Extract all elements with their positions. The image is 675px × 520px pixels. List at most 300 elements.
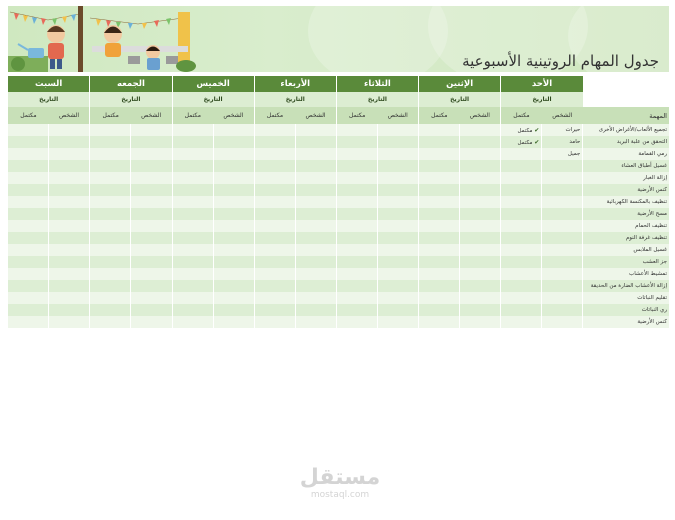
person-cell[interactable] xyxy=(295,172,336,184)
table-row xyxy=(8,184,670,196)
person-cell[interactable] xyxy=(131,136,172,148)
day-header: الأحد xyxy=(501,76,583,92)
date-cell[interactable]: التاريخ xyxy=(8,92,90,107)
table-row xyxy=(8,304,670,316)
person-column-header: الشخص xyxy=(460,107,501,124)
person-cell[interactable] xyxy=(295,160,336,172)
person-cell[interactable] xyxy=(542,232,583,244)
person-cell[interactable] xyxy=(377,148,418,160)
table-row xyxy=(8,244,670,256)
person-cell[interactable] xyxy=(377,292,418,304)
person-cell[interactable] xyxy=(131,316,172,328)
table-row xyxy=(8,136,670,148)
done-cell[interactable] xyxy=(336,160,377,172)
done-cell[interactable] xyxy=(172,316,213,328)
done-cell[interactable] xyxy=(419,292,460,304)
done-cell[interactable] xyxy=(419,172,460,184)
done-cell[interactable] xyxy=(501,196,542,208)
done-cell[interactable] xyxy=(8,220,49,232)
done-cell[interactable] xyxy=(90,160,131,172)
person-cell[interactable] xyxy=(49,184,90,196)
person-cell[interactable] xyxy=(460,292,501,304)
person-cell[interactable] xyxy=(295,208,336,220)
done-cell[interactable] xyxy=(8,232,49,244)
person-cell[interactable] xyxy=(49,256,90,268)
done-cell[interactable] xyxy=(8,292,49,304)
done-cell[interactable] xyxy=(90,172,131,184)
task-name: تنظيف بالمكنسة الكهربائية xyxy=(583,196,669,208)
person-cell[interactable] xyxy=(131,280,172,292)
table-row xyxy=(8,280,670,292)
done-cell[interactable] xyxy=(254,136,295,148)
done-cell[interactable] xyxy=(90,124,131,136)
person-cell[interactable] xyxy=(460,160,501,172)
done-cell[interactable] xyxy=(254,268,295,280)
person-cell[interactable] xyxy=(131,184,172,196)
done-cell[interactable] xyxy=(8,316,49,328)
person-cell[interactable] xyxy=(377,136,418,148)
person-cell[interactable] xyxy=(460,220,501,232)
person-cell[interactable] xyxy=(542,304,583,316)
done-cell[interactable] xyxy=(419,136,460,148)
person-cell[interactable] xyxy=(131,268,172,280)
done-cell[interactable] xyxy=(501,208,542,220)
done-cell[interactable] xyxy=(501,136,542,148)
done-cell[interactable] xyxy=(419,316,460,328)
person-cell[interactable] xyxy=(213,292,254,304)
done-cell[interactable] xyxy=(254,244,295,256)
person-cell[interactable] xyxy=(542,268,583,280)
person-cell[interactable] xyxy=(460,208,501,220)
person-cell[interactable] xyxy=(460,148,501,160)
person-cell[interactable] xyxy=(49,268,90,280)
done-cell[interactable] xyxy=(8,256,49,268)
task-name: إزالة الأعشاب الضارة من الحديقة xyxy=(583,280,669,292)
done-cell[interactable] xyxy=(501,304,542,316)
table-row xyxy=(8,160,670,172)
person-cell[interactable] xyxy=(49,220,90,232)
done-cell[interactable] xyxy=(8,280,49,292)
person-cell[interactable] xyxy=(542,172,583,184)
done-cell[interactable] xyxy=(254,124,295,136)
checkmark-icon: ✔ xyxy=(534,138,540,146)
person-cell[interactable] xyxy=(49,232,90,244)
person-cell[interactable] xyxy=(377,184,418,196)
person-cell[interactable] xyxy=(460,268,501,280)
done-cell[interactable] xyxy=(336,232,377,244)
watermark-url: mostaql.com xyxy=(310,490,370,500)
done-cell[interactable] xyxy=(172,292,213,304)
done-cell[interactable] xyxy=(419,268,460,280)
person-cell[interactable] xyxy=(49,196,90,208)
done-cell[interactable] xyxy=(336,184,377,196)
person-cell[interactable] xyxy=(131,292,172,304)
date-cell[interactable]: التاريخ xyxy=(336,92,418,107)
done-cell[interactable] xyxy=(254,304,295,316)
person-cell[interactable] xyxy=(377,316,418,328)
person-cell[interactable]: حامد xyxy=(542,136,583,148)
task-name: جز العشب xyxy=(583,256,669,268)
done-cell[interactable] xyxy=(254,232,295,244)
person-cell[interactable] xyxy=(295,280,336,292)
done-cell[interactable] xyxy=(172,124,213,136)
person-cell[interactable] xyxy=(295,136,336,148)
done-cell[interactable] xyxy=(336,268,377,280)
day-header: الخميس xyxy=(172,76,254,92)
done-cell[interactable] xyxy=(336,280,377,292)
person-cell[interactable] xyxy=(295,244,336,256)
done-cell[interactable] xyxy=(8,136,49,148)
person-cell[interactable] xyxy=(542,184,583,196)
person-cell[interactable] xyxy=(49,244,90,256)
person-cell[interactable] xyxy=(542,316,583,328)
watermark xyxy=(285,466,395,500)
person-cell[interactable] xyxy=(131,220,172,232)
done-cell[interactable] xyxy=(90,244,131,256)
person-column-header: الشخص xyxy=(295,107,336,124)
done-cell[interactable] xyxy=(8,148,49,160)
table-row xyxy=(8,196,670,208)
done-cell[interactable] xyxy=(501,160,542,172)
page-title: جدول المهام الروتينية الأسبوعية xyxy=(462,52,659,70)
done-cell[interactable] xyxy=(8,244,49,256)
person-cell[interactable] xyxy=(295,292,336,304)
date-cell[interactable]: التاريخ xyxy=(419,92,501,107)
done-label: مكتمل xyxy=(517,139,533,146)
task-name: تجميع الألعاب/الأغراض الأخرى xyxy=(583,124,669,136)
person-cell[interactable] xyxy=(131,244,172,256)
done-cell[interactable] xyxy=(8,208,49,220)
done-cell[interactable] xyxy=(90,184,131,196)
done-cell[interactable] xyxy=(172,268,213,280)
table-row xyxy=(8,208,670,220)
watermark-logo: مستقل xyxy=(299,465,381,490)
person-cell[interactable] xyxy=(295,184,336,196)
person-cell[interactable] xyxy=(213,208,254,220)
done-cell[interactable] xyxy=(254,256,295,268)
person-cell[interactable] xyxy=(295,304,336,316)
done-cell[interactable] xyxy=(172,256,213,268)
done-cell[interactable] xyxy=(172,172,213,184)
done-cell[interactable] xyxy=(501,280,542,292)
date-cell[interactable]: التاريخ xyxy=(90,92,172,107)
date-cell[interactable]: التاريخ xyxy=(254,92,336,107)
done-cell[interactable] xyxy=(336,292,377,304)
person-cell[interactable] xyxy=(131,124,172,136)
done-cell[interactable] xyxy=(501,316,542,328)
done-cell[interactable] xyxy=(8,124,49,136)
person-cell[interactable] xyxy=(49,124,90,136)
person-cell[interactable] xyxy=(49,136,90,148)
person-cell[interactable] xyxy=(49,208,90,220)
table-row xyxy=(8,148,670,160)
done-cell[interactable] xyxy=(336,124,377,136)
task-name: كنس الأرضية xyxy=(583,316,669,328)
person-cell[interactable] xyxy=(377,232,418,244)
person-cell[interactable] xyxy=(213,304,254,316)
person-cell[interactable] xyxy=(460,184,501,196)
person-column-header: الشخص xyxy=(213,107,254,124)
done-cell[interactable] xyxy=(254,160,295,172)
person-cell[interactable] xyxy=(377,244,418,256)
person-cell[interactable] xyxy=(460,196,501,208)
done-cell[interactable] xyxy=(419,232,460,244)
done-cell[interactable] xyxy=(336,172,377,184)
done-cell[interactable] xyxy=(419,124,460,136)
person-cell[interactable] xyxy=(131,160,172,172)
person-cell[interactable] xyxy=(213,172,254,184)
done-cell[interactable] xyxy=(172,220,213,232)
done-cell[interactable] xyxy=(90,292,131,304)
done-cell[interactable] xyxy=(8,268,49,280)
person-cell[interactable] xyxy=(213,184,254,196)
task-name: كنس الأرضية xyxy=(583,184,669,196)
person-cell[interactable] xyxy=(49,280,90,292)
done-cell[interactable] xyxy=(254,316,295,328)
task-column-header: المهمة xyxy=(583,107,669,124)
person-cell[interactable] xyxy=(377,124,418,136)
done-cell[interactable] xyxy=(254,172,295,184)
person-cell[interactable] xyxy=(213,124,254,136)
done-cell[interactable] xyxy=(172,148,213,160)
task-name: رمي القمامة xyxy=(583,148,669,160)
person-cell[interactable] xyxy=(377,172,418,184)
done-column-header: مكتمل xyxy=(172,107,213,124)
person-cell[interactable] xyxy=(460,304,501,316)
done-cell[interactable] xyxy=(90,316,131,328)
done-cell[interactable] xyxy=(254,184,295,196)
person-cell[interactable]: حيرات xyxy=(542,124,583,136)
done-cell[interactable] xyxy=(336,256,377,268)
task-name: تقليم النباتات xyxy=(583,292,669,304)
person-cell[interactable] xyxy=(377,256,418,268)
person-cell[interactable] xyxy=(460,172,501,184)
person-cell[interactable] xyxy=(295,148,336,160)
person-cell[interactable] xyxy=(49,292,90,304)
person-cell[interactable] xyxy=(460,244,501,256)
table-row xyxy=(8,124,670,136)
person-cell[interactable] xyxy=(213,232,254,244)
person-cell[interactable] xyxy=(542,208,583,220)
person-cell[interactable] xyxy=(460,232,501,244)
done-cell[interactable] xyxy=(501,172,542,184)
person-cell[interactable] xyxy=(377,220,418,232)
person-cell[interactable] xyxy=(295,256,336,268)
person-cell[interactable] xyxy=(213,196,254,208)
person-cell[interactable] xyxy=(460,136,501,148)
done-cell[interactable] xyxy=(90,220,131,232)
person-cell[interactable] xyxy=(131,196,172,208)
person-cell[interactable] xyxy=(213,316,254,328)
done-cell[interactable] xyxy=(90,268,131,280)
person-cell[interactable] xyxy=(542,256,583,268)
task-name: التحقق من علبة البريد xyxy=(583,136,669,148)
done-cell[interactable] xyxy=(501,256,542,268)
done-cell[interactable] xyxy=(172,208,213,220)
done-cell[interactable] xyxy=(419,244,460,256)
task-name: مسح الأرضية xyxy=(583,208,669,220)
done-cell[interactable] xyxy=(172,160,213,172)
done-cell[interactable] xyxy=(172,196,213,208)
date-cell[interactable]: التاريخ xyxy=(501,92,583,107)
done-cell[interactable] xyxy=(501,220,542,232)
person-cell[interactable] xyxy=(542,280,583,292)
done-cell[interactable] xyxy=(90,232,131,244)
done-cell[interactable] xyxy=(501,124,542,136)
done-cell[interactable] xyxy=(254,220,295,232)
done-cell[interactable] xyxy=(172,184,213,196)
done-cell[interactable] xyxy=(336,220,377,232)
person-cell[interactable] xyxy=(377,208,418,220)
done-cell[interactable] xyxy=(254,148,295,160)
person-cell[interactable] xyxy=(295,268,336,280)
done-cell[interactable] xyxy=(501,244,542,256)
done-cell[interactable] xyxy=(254,196,295,208)
done-cell[interactable] xyxy=(8,172,49,184)
day-header: الثلاثاء xyxy=(336,76,418,92)
done-cell[interactable] xyxy=(501,268,542,280)
done-cell[interactable] xyxy=(90,196,131,208)
task-name: تمشيط الأعشاب xyxy=(583,268,669,280)
done-cell[interactable] xyxy=(419,148,460,160)
person-cell[interactable] xyxy=(295,316,336,328)
date-cell[interactable]: التاريخ xyxy=(172,92,254,107)
person-cell[interactable] xyxy=(131,208,172,220)
person-cell[interactable] xyxy=(131,172,172,184)
person-cell[interactable]: جميل xyxy=(542,148,583,160)
done-cell[interactable] xyxy=(419,280,460,292)
table-row xyxy=(8,256,670,268)
day-header: السبت xyxy=(8,76,90,92)
task-name: تنظيف غرفة النوم xyxy=(583,232,669,244)
done-cell[interactable] xyxy=(336,208,377,220)
person-cell[interactable] xyxy=(49,304,90,316)
done-column-header: مكتمل xyxy=(8,107,49,124)
done-cell[interactable] xyxy=(419,256,460,268)
done-cell[interactable] xyxy=(90,256,131,268)
done-cell[interactable] xyxy=(419,208,460,220)
done-cell[interactable] xyxy=(8,160,49,172)
done-cell[interactable] xyxy=(8,196,49,208)
done-cell[interactable] xyxy=(419,160,460,172)
done-cell[interactable] xyxy=(254,292,295,304)
done-cell[interactable] xyxy=(90,148,131,160)
table-row xyxy=(8,268,670,280)
done-cell[interactable] xyxy=(90,208,131,220)
person-cell[interactable] xyxy=(295,220,336,232)
person-cell[interactable] xyxy=(460,280,501,292)
done-cell[interactable] xyxy=(336,304,377,316)
person-cell[interactable] xyxy=(131,232,172,244)
done-cell[interactable] xyxy=(254,280,295,292)
person-cell[interactable] xyxy=(542,160,583,172)
done-cell[interactable] xyxy=(419,220,460,232)
person-cell[interactable] xyxy=(213,148,254,160)
done-cell[interactable] xyxy=(419,196,460,208)
person-cell[interactable] xyxy=(213,256,254,268)
person-column-header: الشخص xyxy=(49,107,90,124)
done-cell[interactable] xyxy=(172,244,213,256)
person-cell[interactable] xyxy=(377,160,418,172)
person-cell[interactable] xyxy=(213,160,254,172)
person-cell[interactable] xyxy=(49,148,90,160)
person-cell[interactable] xyxy=(542,292,583,304)
done-cell[interactable] xyxy=(501,184,542,196)
done-cell[interactable] xyxy=(254,208,295,220)
person-cell[interactable] xyxy=(49,172,90,184)
done-cell[interactable] xyxy=(172,280,213,292)
done-cell[interactable] xyxy=(90,280,131,292)
person-cell[interactable] xyxy=(213,220,254,232)
table-row xyxy=(8,316,670,328)
done-cell[interactable] xyxy=(419,304,460,316)
person-cell[interactable] xyxy=(213,136,254,148)
corner-cell xyxy=(583,92,669,107)
done-cell[interactable] xyxy=(90,304,131,316)
person-cell[interactable] xyxy=(49,160,90,172)
person-cell[interactable] xyxy=(460,124,501,136)
person-cell[interactable] xyxy=(460,256,501,268)
person-cell[interactable] xyxy=(377,280,418,292)
header-banner xyxy=(8,6,669,72)
task-name: غسيل أطباق العشاء xyxy=(583,160,669,172)
day-header: الأربعاء xyxy=(254,76,336,92)
person-column-header: الشخص xyxy=(542,107,583,124)
person-cell[interactable] xyxy=(213,280,254,292)
done-cell[interactable] xyxy=(336,244,377,256)
person-cell[interactable] xyxy=(49,316,90,328)
table-row xyxy=(8,292,670,304)
person-cell[interactable] xyxy=(377,196,418,208)
person-cell[interactable] xyxy=(131,256,172,268)
children-illustration xyxy=(8,6,208,72)
done-cell[interactable] xyxy=(172,232,213,244)
person-cell[interactable] xyxy=(377,268,418,280)
person-cell[interactable] xyxy=(542,220,583,232)
done-cell[interactable] xyxy=(419,184,460,196)
done-cell[interactable] xyxy=(8,184,49,196)
done-cell[interactable] xyxy=(501,148,542,160)
person-cell[interactable] xyxy=(377,304,418,316)
done-cell[interactable] xyxy=(501,292,542,304)
person-cell[interactable] xyxy=(460,316,501,328)
day-header: الجمعه xyxy=(90,76,172,92)
done-cell[interactable] xyxy=(8,304,49,316)
done-column-header: مكتمل xyxy=(336,107,377,124)
done-cell[interactable] xyxy=(90,136,131,148)
corner-cell xyxy=(583,76,669,92)
done-cell[interactable] xyxy=(501,232,542,244)
person-cell[interactable] xyxy=(131,304,172,316)
task-name: تنظيف الحمام xyxy=(583,220,669,232)
person-cell[interactable] xyxy=(542,196,583,208)
person-cell[interactable] xyxy=(295,124,336,136)
person-cell[interactable] xyxy=(213,244,254,256)
person-cell[interactable] xyxy=(131,148,172,160)
person-cell[interactable] xyxy=(542,244,583,256)
done-cell[interactable] xyxy=(172,136,213,148)
person-cell[interactable] xyxy=(213,268,254,280)
done-cell[interactable] xyxy=(336,316,377,328)
done-cell[interactable] xyxy=(172,304,213,316)
person-column-header: الشخص xyxy=(131,107,172,124)
person-cell[interactable] xyxy=(295,196,336,208)
done-cell[interactable] xyxy=(336,196,377,208)
person-cell[interactable] xyxy=(295,232,336,244)
task-name: غسيل الملابس xyxy=(583,244,669,256)
done-cell[interactable] xyxy=(336,136,377,148)
done-cell[interactable] xyxy=(336,148,377,160)
